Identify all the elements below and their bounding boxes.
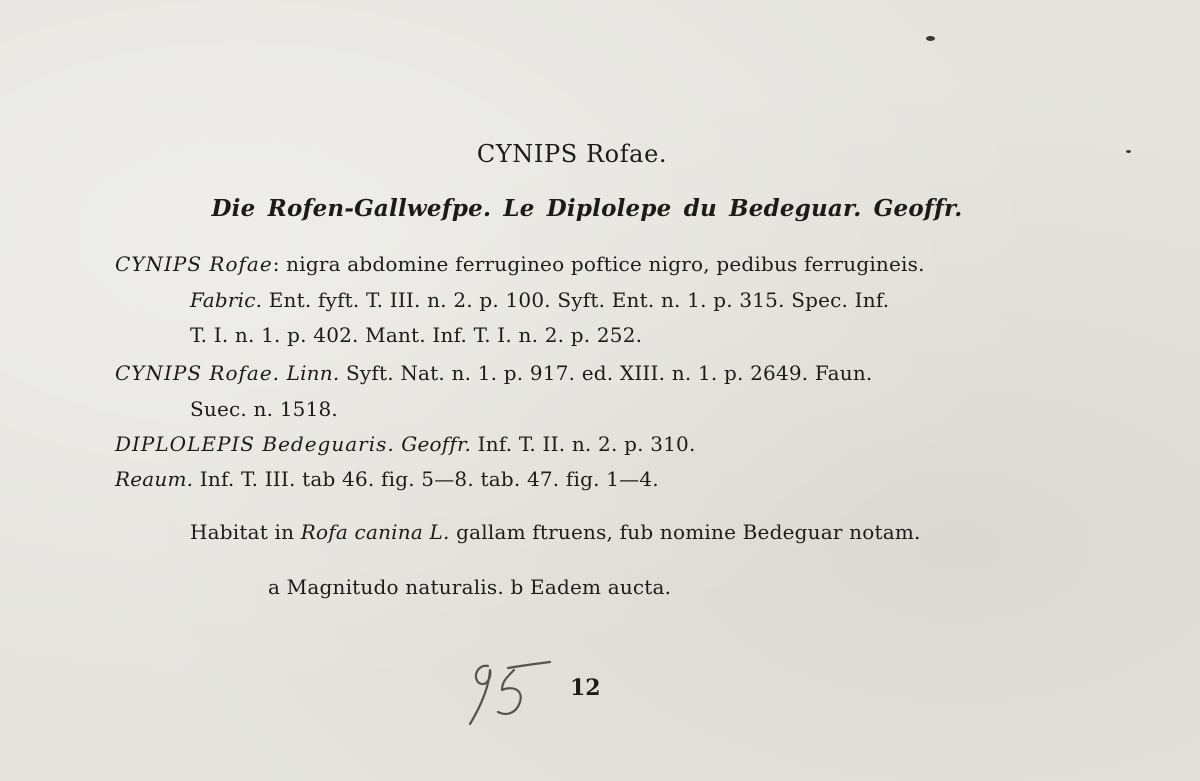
figure-caption: a Magnitudo naturalis. b Eadem aucta.: [268, 575, 672, 599]
synonym-entry: [115, 252, 925, 276]
text-segment: Suec. n. 1518.: [190, 397, 338, 421]
text-segment: CYNIPS Rofae.: [115, 361, 281, 385]
synonym-entry: [115, 467, 659, 491]
text-segment: Rofa canina L.: [300, 520, 450, 544]
synonym-entry: [190, 397, 338, 421]
paper-speck: [926, 36, 935, 41]
habitat-text: [190, 520, 921, 544]
text-segment: gallam ftruens, fub nomine Bedeguar notam.: [449, 520, 921, 544]
text-segment: Inf. T. III. tab 46. fig. 5—8. tab. 47. fig. 1—4.: [193, 467, 659, 491]
text-segment: T. I. n. 1. p. 402. Mant. Inf. T. I. n. 2. p. 252.: [190, 323, 643, 347]
text-segment: Ent. fyft. T. III. n. 2. p. 100. Syft. Ent. n. 1. p. 315. Spec. Inf.: [262, 288, 890, 312]
page-number: 12: [570, 675, 601, 701]
text-segment: Fabric.: [190, 288, 263, 312]
text-segment: Geoffr.: [401, 432, 472, 456]
text-segment: Linn.: [286, 361, 340, 385]
text-segment: CYNIPS Rofae: [115, 252, 273, 276]
paper-speck: [1126, 150, 1131, 153]
text-segment: DIPLOLEPIS Bedeguaris.: [115, 432, 395, 456]
synonym-entry: [115, 432, 696, 456]
handwritten-number: [458, 652, 558, 732]
text-segment: : nigra abdomine ferrugineo poftice nigro, pedibus ferrugineis.: [272, 252, 925, 276]
page-title: CYNIPS Rofae.: [476, 140, 668, 168]
text-segment: Habitat in: [190, 520, 301, 544]
text-segment: Syft. Nat. n. 1. p. 917. ed. XIII. n. 1. p. 2649. Faun.: [339, 361, 873, 385]
text-segment: Inf. T. II. n. 2. p. 310.: [471, 432, 696, 456]
synonym-entry: [190, 288, 889, 312]
synonym-entry: [190, 323, 642, 347]
synonym-entry: [115, 361, 872, 385]
page-subtitle: Die Rofen-Gallwefpe. Le Diplolepe du Bedeguar. Geoffr.: [211, 195, 963, 222]
text-segment: Reaum.: [115, 467, 194, 491]
